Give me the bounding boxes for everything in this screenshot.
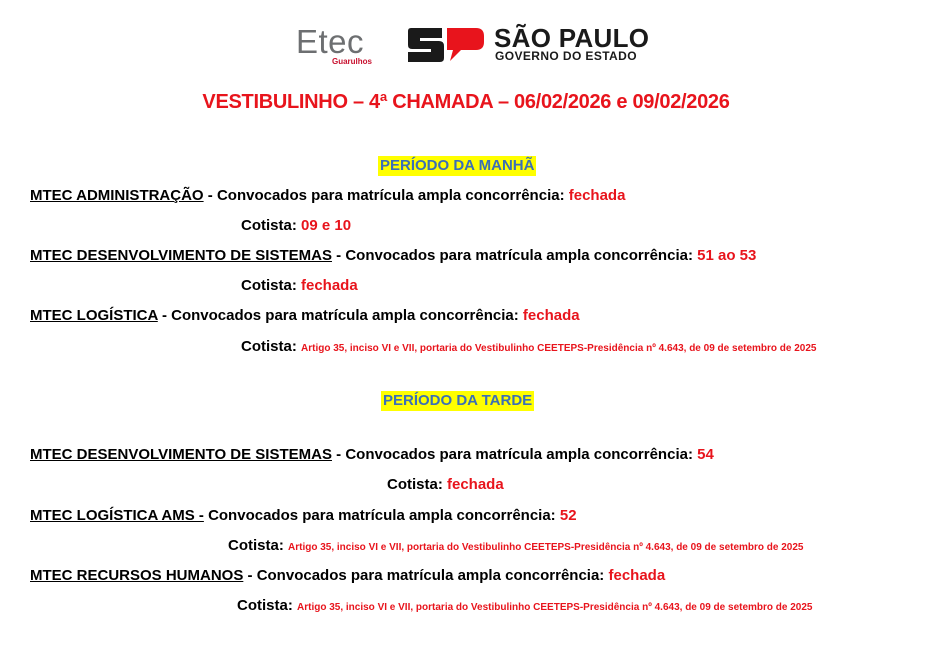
separator: - [243, 567, 257, 584]
etec-logo-subtitle: Guarulhos [332, 57, 373, 66]
afternoon-entry-1 [30, 445, 714, 465]
separator: - [331, 446, 346, 463]
afternoon-entry-2-cotista [228, 536, 804, 558]
entry-text: Convocados para matrícula ampla concorrência: [171, 307, 523, 324]
cotista-label: Cotista: [387, 476, 447, 493]
entry-value: fechada [522, 307, 580, 324]
cotista-value: Artigo 35, inciso VI e VII, portaria do Vestibulinho CEETEPS-Presidência nº 4.643, de 09 de setembro de 2025 [301, 343, 817, 354]
morning-entry-2 [30, 246, 756, 266]
cotista-value: Artigo 35, inciso VI e VII, portaria do Vestibulinho CEETEPS-Presidência nº 4.643, de 09 de setembro de 2025 [297, 602, 813, 613]
course-name: MTEC RECURSOS HUMANOS [30, 567, 244, 584]
entry-text: Convocados para matrícula ampla concorrência: [208, 507, 560, 524]
morning-period-label: PERÍODO DA MANHÃ [380, 157, 535, 174]
entry-value: 54 [697, 446, 714, 463]
entry-value: fechada [608, 567, 666, 584]
afternoon-period-label: PERÍODO DA TARDE [383, 392, 533, 409]
separator: - [157, 307, 172, 324]
afternoon-entry-3-cotista [237, 596, 813, 618]
course-name: MTEC DESENVOLVIMENTO DE SISTEMAS [30, 247, 332, 264]
sao-paulo-logo-title: SÃO PAULO [494, 23, 650, 53]
entry-text: Convocados para matrícula ampla concorrência: [256, 567, 609, 584]
entry-value: fechada [568, 187, 626, 204]
entry-text: Convocados para matrícula ampla concorrência: [345, 446, 698, 463]
cotista-label: Cotista: [241, 338, 301, 355]
course-name: MTEC DESENVOLVIMENTO DE SISTEMAS [30, 446, 332, 463]
afternoon-entry-3 [30, 566, 665, 586]
cotista-value: fechada [447, 476, 504, 493]
entry-text: Convocados para matrícula ampla concorrência: [345, 247, 698, 264]
separator: - [203, 187, 217, 204]
entry-value: 51 ao 53 [697, 247, 757, 264]
separator: - [331, 247, 346, 264]
page-title: VESTIBULINHO – 4ª CHAMADA – 06/02/2026 e 09/02/2026 [202, 91, 730, 113]
cotista-value: Artigo 35, inciso VI e VII, portaria do Vestibulinho CEETEPS-Presidência nº 4.643, de 09 de setembro de 2025 [288, 542, 804, 553]
cotista-value: fechada [301, 277, 358, 294]
course-name: MTEC LOGÍSTICA [30, 307, 158, 324]
sao-paulo-logo-icon [406, 27, 486, 63]
morning-entry-1 [30, 186, 625, 206]
cotista-label: Cotista: [241, 277, 301, 294]
course-name: MTEC ADMINISTRAÇÃO [30, 187, 204, 204]
course-name: MTEC LOGÍSTICA AMS - [30, 507, 204, 524]
cotista-label: Cotista: [228, 537, 288, 554]
cotista-label: Cotista: [237, 597, 297, 614]
morning-entry-2-cotista [241, 276, 358, 296]
afternoon-entry-2 [30, 506, 577, 526]
morning-entry-1-cotista [241, 216, 351, 236]
entry-value: 52 [559, 507, 577, 524]
cotista-value: 09 e 10 [301, 217, 352, 234]
morning-entry-3-cotista [241, 337, 817, 359]
sao-paulo-logo-subtitle: GOVERNO DO ESTADO [495, 49, 637, 63]
cotista-label: Cotista: [241, 217, 301, 234]
morning-entry-3 [30, 306, 580, 326]
etec-logo: Etec [296, 23, 365, 60]
afternoon-entry-1-cotista [387, 475, 504, 495]
entry-text: Convocados para matrícula ampla concorrência: [216, 187, 569, 204]
